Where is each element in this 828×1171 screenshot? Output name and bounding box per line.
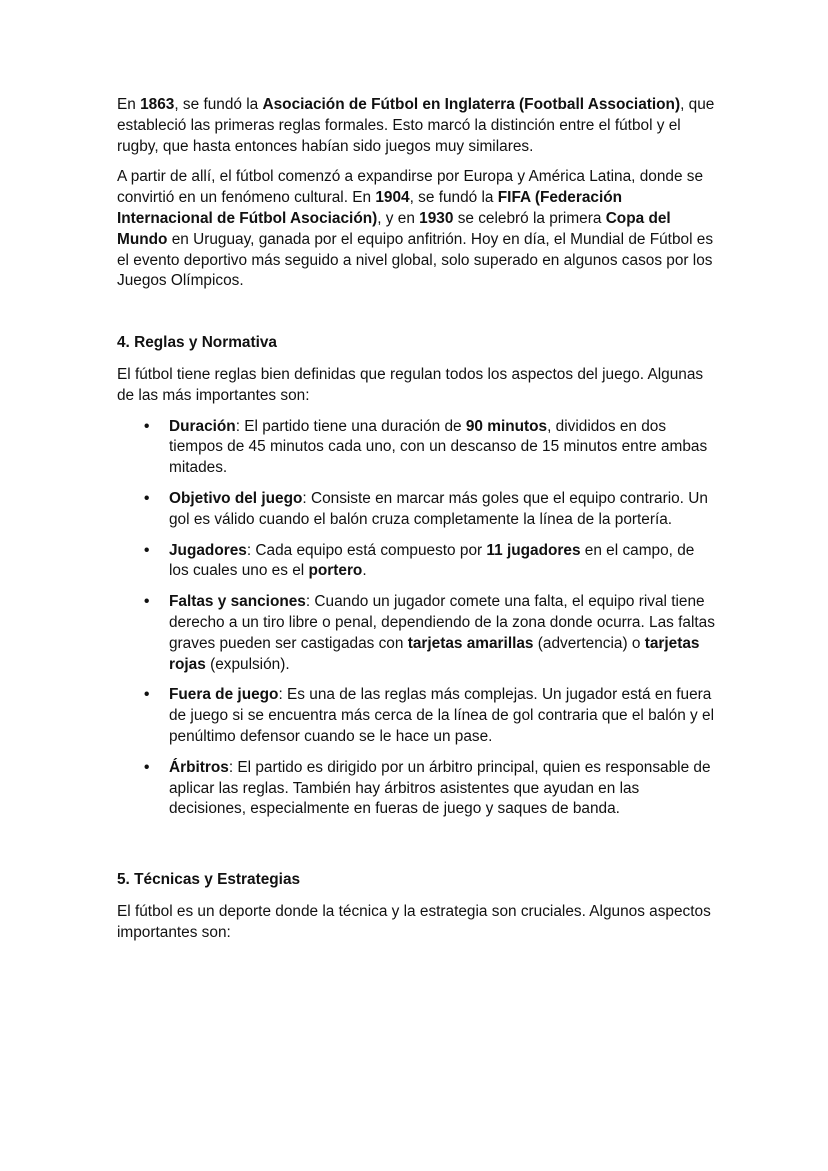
- bullet-glyph: •: [144, 758, 150, 776]
- bullet-glyph: •: [144, 593, 150, 611]
- document-page: [117, 95, 715, 944]
- list-item-text: Duración: El partido tiene una duración de 90 minutos, divididos en dos tiempos de 45 minutos cada uno, con un descanso de 15 minutos entre ambas mitades.: [169, 417, 708, 477]
- bold-text: Asociación de Fútbol en Inglaterra (Football Association): [262, 96, 681, 113]
- list-item-text: Jugadores: Cada equipo está compuesto por 11 jugadores en el campo, de los cuales uno es el portero.: [169, 541, 695, 580]
- list-item: [117, 417, 715, 479]
- bullet-glyph: •: [144, 686, 150, 704]
- bold-text: portero: [308, 562, 363, 580]
- list-item-text: Faltas y sanciones: Cuando un jugador comete una falta, el equipo rival tiene derecho a un tiro libre o penal, dependiendo de la zona donde ocurra. Las faltas graves pueden ser castigadas con tarjetas amarillas (advertencia) o tarjetas rojas (expulsión).: [169, 593, 715, 673]
- bold-text: tarjetas amarillas: [407, 634, 534, 652]
- history-paragraph-1: En 1863, se fundó la Asociación de Fútbol en Inglaterra (Football Association), que estableció las primeras reglas formales. Esto marcó la distinción entre el fútbol y el rugby, que hasta entonces habían sido juegos muy similares.: [117, 96, 715, 155]
- bold-text: Faltas y sanciones: [169, 593, 306, 611]
- rules-list: [117, 417, 715, 821]
- bold-text: Jugadores: [169, 541, 247, 559]
- section-5-heading: 5. Técnicas y Estrategias: [117, 871, 301, 889]
- bullet-glyph: •: [144, 541, 150, 559]
- list-item-text: Árbitros: El partido es dirigido por un árbitro principal, quien es responsable de aplicar las reglas. También hay árbitros asistentes que ayudan en las decisiones, especialmente en fueras de juego y saques de banda.: [169, 758, 711, 818]
- section-5-intro: El fútbol es un deporte donde la técnica y la estrategia son cruciales. Algunos aspectos importantes son:: [117, 902, 711, 941]
- list-item: [117, 685, 715, 747]
- bold-text: 11 jugadores: [486, 541, 581, 559]
- bold-text: Objetivo del juego: [169, 489, 303, 507]
- bullet-glyph: •: [144, 489, 150, 507]
- bold-text: Duración: [169, 417, 236, 435]
- bold-text: Copa del Mundo: [117, 209, 671, 248]
- list-item: [117, 541, 715, 583]
- list-item-text: Fuera de juego: Es una de las reglas más complejas. Un jugador está en fuera de juego si se encuentra más cerca de la línea de gol contraria que el balón y el penúltimo defensor cuando se le hace un pase.: [169, 686, 714, 745]
- bold-text: FIFA (Federación Internacional de Fútbol Asociación): [117, 189, 623, 227]
- section-5: [117, 830, 715, 943]
- list-item: [117, 758, 715, 820]
- list-item-text: Objetivo del juego: Consiste en marcar más goles que el equipo contrario. Un gol es válido cuando el balón cruza completamente la línea de la portería.: [169, 489, 708, 528]
- section-4-intro: El fútbol tiene reglas bien definidas que regulan todos los aspectos del juego. Algunas de las más importantes son:: [117, 365, 704, 404]
- bold-text: 90 minutos: [465, 417, 548, 435]
- history-paragraph-2: A partir de allí, el fútbol comenzó a expandirse por Europa y América Latina, donde se convirtió en un fenómeno cultural. En 1904, se fundó la FIFA (Federación Internacional de Fútbol Asociación), y en 1930 se celebró la primera Copa del Mundo en Uruguay, ganada por el equipo anfitrión. Hoy en día, el Mundial de Fútbol es el evento deportivo más seguido a nivel global, solo superado en algunos casos por los Juegos Olímpicos.: [117, 168, 714, 290]
- bold-text: 1904: [375, 189, 410, 207]
- bold-text: Árbitros: [169, 758, 229, 776]
- bullet-glyph: •: [144, 417, 150, 435]
- list-item: [117, 592, 715, 675]
- bold-text: 1863: [140, 96, 175, 113]
- bold-text: 1930: [419, 209, 454, 227]
- list-item: [117, 489, 715, 531]
- bold-text: tarjetas rojas: [169, 634, 700, 673]
- section-4-heading: 4. Reglas y Normativa: [117, 334, 277, 352]
- bold-text: Fuera de juego: [169, 686, 279, 704]
